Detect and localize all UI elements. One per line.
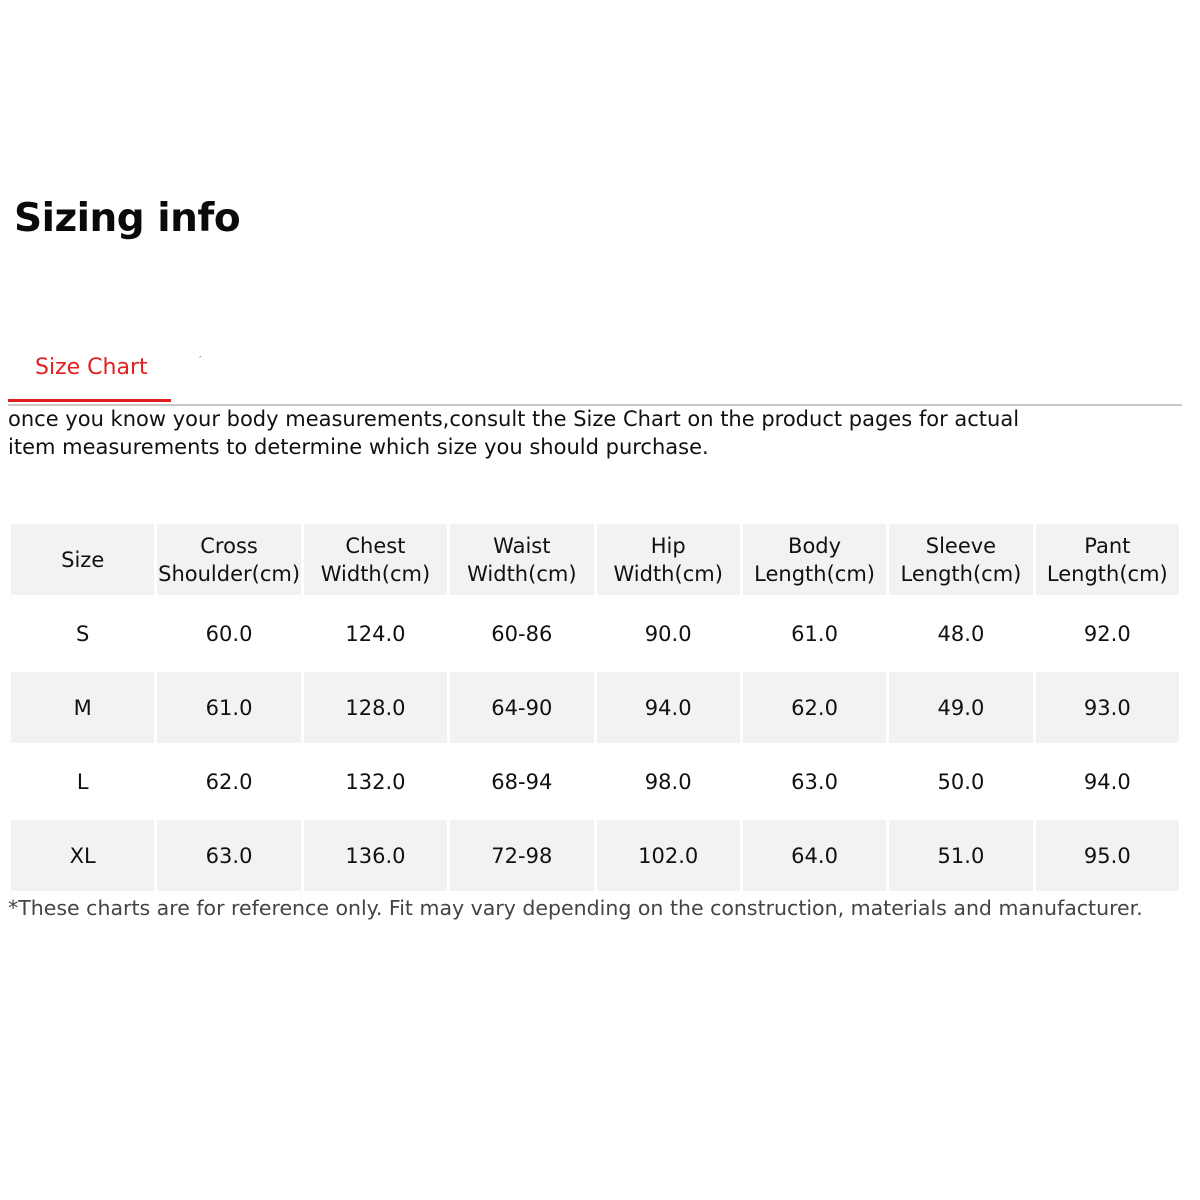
header-label-line2: Length(cm) <box>900 561 1022 586</box>
cell-size: M <box>11 672 154 743</box>
cell-body-length: 61.0 <box>743 598 886 669</box>
cell-pant-length: 94.0 <box>1036 746 1179 817</box>
tab-size-chart[interactable]: Size Chart <box>8 352 171 402</box>
cell-waist-width: 68-94 <box>450 746 593 817</box>
page-title: Sizing info <box>14 196 241 241</box>
cell-cross-shoulder: 61.0 <box>157 672 300 743</box>
header-body-length <box>743 524 886 595</box>
header-size <box>11 524 154 595</box>
tab-bar <box>8 352 1182 406</box>
cell-chest-width: 136.0 <box>304 820 447 891</box>
header-label-line2: Width(cm) <box>320 561 431 586</box>
cell-body-length: 64.0 <box>743 820 886 891</box>
table-row-l <box>11 746 1179 817</box>
cell-sleeve-length: 50.0 <box>889 746 1032 817</box>
tab-bar-tick-mark: ´ <box>199 355 202 365</box>
table-row-s <box>11 598 1179 669</box>
cell-pant-length: 95.0 <box>1036 820 1179 891</box>
cell-sleeve-length: 48.0 <box>889 598 1032 669</box>
header-chest-width <box>304 524 447 595</box>
cell-hip-width: 98.0 <box>597 746 740 817</box>
intro-text: once you know your body measurements,consult the Size Chart on the product pages for actual item measurements to determine which size you should purchase. <box>8 407 1020 459</box>
cell-size: S <box>11 598 154 669</box>
cell-body-length: 63.0 <box>743 746 886 817</box>
table-row-m <box>11 672 1179 743</box>
cell-chest-width: 132.0 <box>304 746 447 817</box>
header-size-label: Size <box>61 547 105 572</box>
header-label-line1: Pant <box>1084 533 1131 558</box>
header-label-line1: Hip <box>650 533 686 558</box>
cell-body-length: 62.0 <box>743 672 886 743</box>
header-waist-width <box>450 524 593 595</box>
cell-sleeve-length: 51.0 <box>889 820 1032 891</box>
header-label-line2: Width(cm) <box>613 561 723 586</box>
header-label-line1: Waist <box>493 533 551 558</box>
cell-waist-width: 72-98 <box>450 820 593 891</box>
header-hip-width <box>597 524 740 595</box>
header-label-line2: Length(cm) <box>1046 561 1168 586</box>
header-label-line2: Shoulder(cm) <box>158 561 301 586</box>
header-label-line1: Chest <box>345 533 406 558</box>
table-row-xl <box>11 820 1179 891</box>
reference-footnote: *These charts are for reference only. Fit may vary depending on the construction, materials and manufacturer. <box>8 896 1143 920</box>
header-label-line1: Cross <box>200 533 258 558</box>
cell-waist-width: 64-90 <box>450 672 593 743</box>
cell-cross-shoulder: 60.0 <box>157 598 300 669</box>
header-cross-shoulder <box>157 524 300 595</box>
cell-hip-width: 94.0 <box>597 672 740 743</box>
header-label-line2: Width(cm) <box>467 561 577 586</box>
header-label-line2: Length(cm) <box>754 561 875 586</box>
cell-pant-length: 93.0 <box>1036 672 1179 743</box>
cell-sleeve-length: 49.0 <box>889 672 1032 743</box>
cell-waist-width: 60-86 <box>450 598 593 669</box>
cell-hip-width: 90.0 <box>597 598 740 669</box>
size-chart-table <box>8 521 1182 894</box>
cell-cross-shoulder: 63.0 <box>157 820 300 891</box>
header-sleeve-length <box>889 524 1032 595</box>
cell-size: L <box>11 746 154 817</box>
cell-pant-length: 92.0 <box>1036 598 1179 669</box>
header-pant-length <box>1036 524 1179 595</box>
cell-chest-width: 128.0 <box>304 672 447 743</box>
table-header-row <box>11 524 1179 595</box>
cell-chest-width: 124.0 <box>304 598 447 669</box>
header-label-line1: Sleeve <box>925 533 997 558</box>
cell-size: XL <box>11 820 154 891</box>
cell-cross-shoulder: 62.0 <box>157 746 300 817</box>
cell-hip-width: 102.0 <box>597 820 740 891</box>
header-label-line1: Body <box>788 533 842 558</box>
